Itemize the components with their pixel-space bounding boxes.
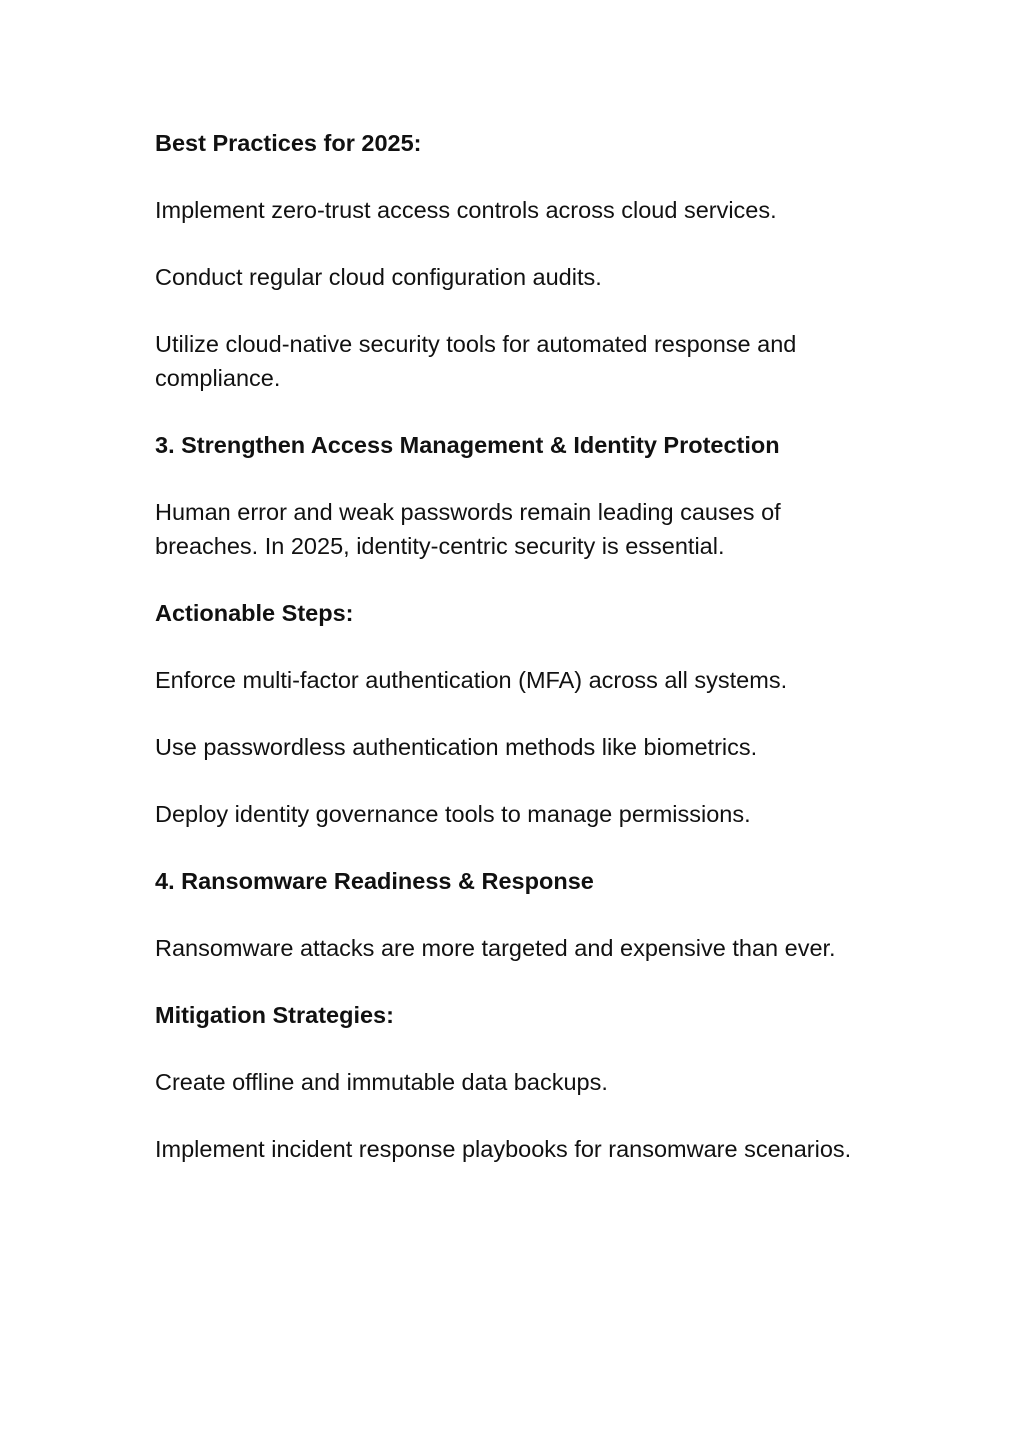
paragraph-mfa: Enforce multi-factor authentication (MFA) across all systems.: [155, 667, 788, 693]
paragraph-config-audits: Conduct regular cloud configuration audits.: [155, 264, 602, 290]
subheading-best-practices: Best Practices for 2025:: [155, 130, 422, 156]
paragraph-identity-governance: Deploy identity governance tools to manage permissions.: [155, 801, 751, 827]
paragraph-zero-trust: Implement zero-trust access controls across cloud services.: [155, 197, 777, 223]
paragraph-ransomware-attacks: Ransomware attacks are more targeted and expensive than ever.: [155, 935, 836, 961]
section-heading-access-management: 3. Strengthen Access Management & Identity Protection: [155, 432, 780, 458]
document-body: [155, 126, 875, 1199]
paragraph-cloud-native-tools: Utilize cloud-native security tools for automated response and compliance.: [155, 331, 797, 391]
subheading-mitigation-strategies: Mitigation Strategies:: [155, 1002, 394, 1028]
subheading-actionable-steps: Actionable Steps:: [155, 600, 354, 626]
paragraph-human-error: Human error and weak passwords remain leading causes of breaches. In 2025, identity-centric security is essential.: [155, 499, 781, 559]
paragraph-passwordless: Use passwordless authentication methods like biometrics.: [155, 734, 758, 760]
paragraph-playbooks: Implement incident response playbooks for ransomware scenarios.: [155, 1136, 852, 1162]
section-heading-ransomware: 4. Ransomware Readiness & Response: [155, 868, 594, 894]
paragraph-backups: Create offline and immutable data backups.: [155, 1069, 608, 1095]
